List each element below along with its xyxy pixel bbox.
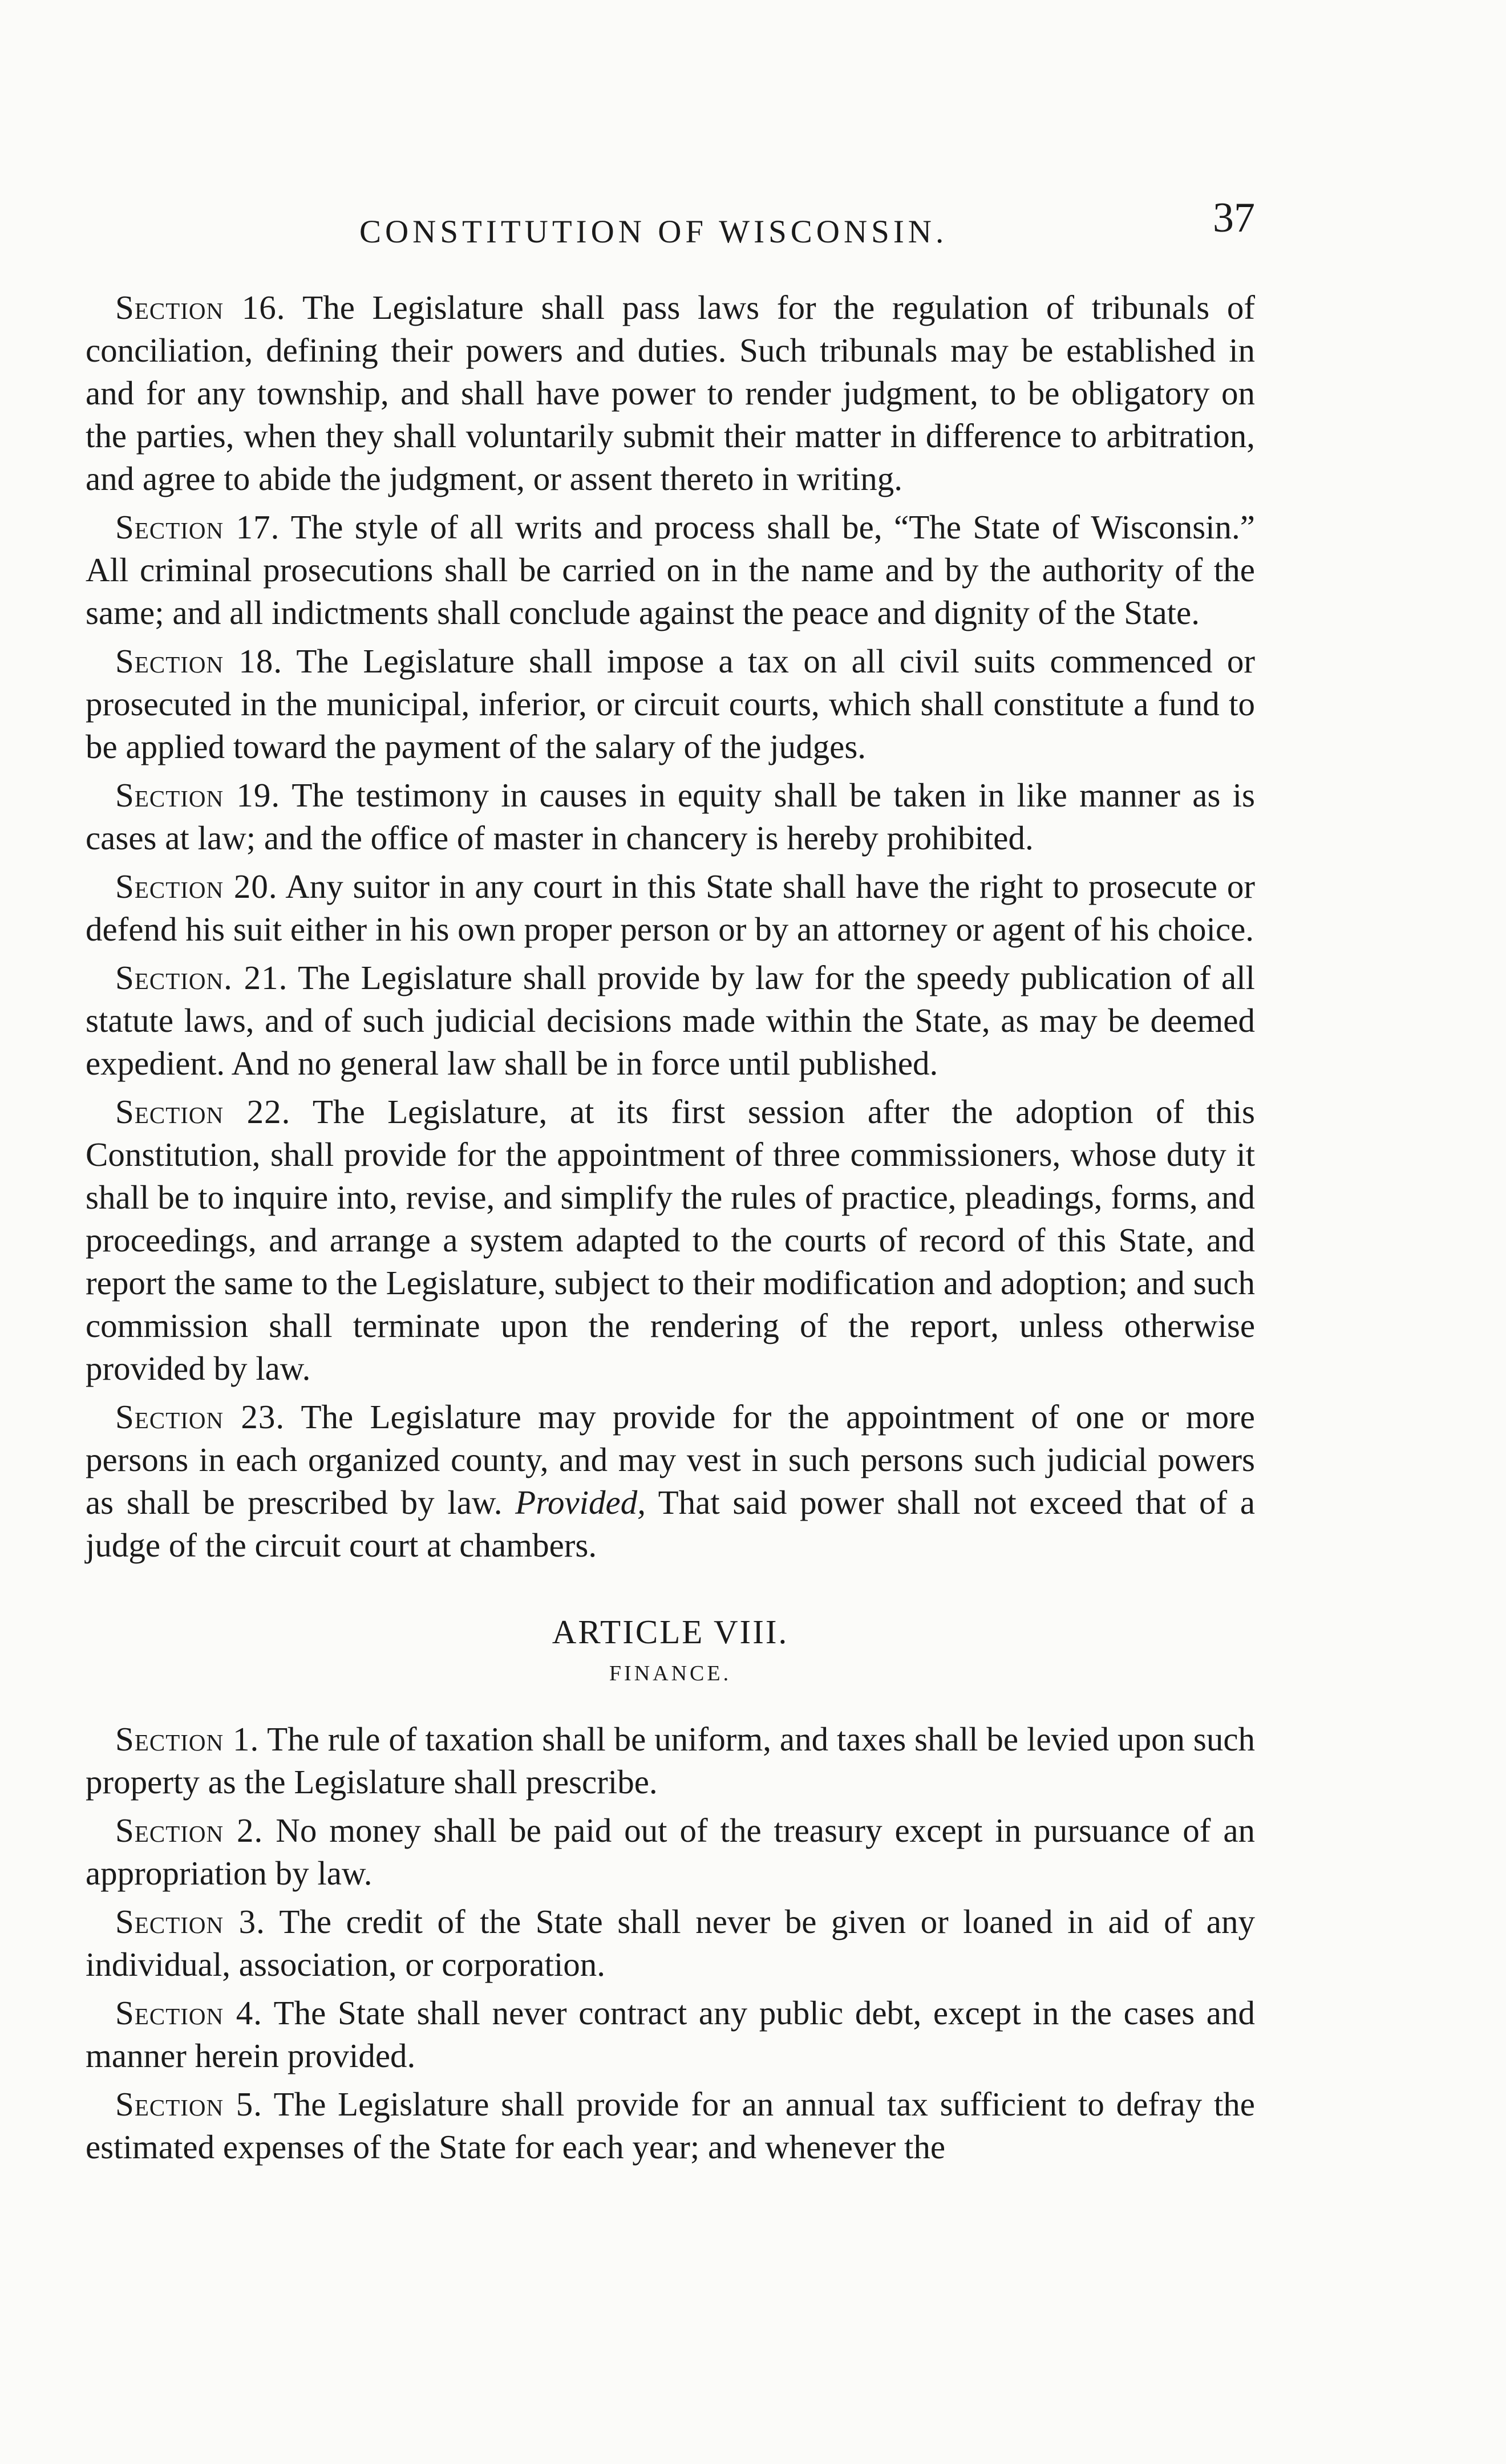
section-21: [86, 957, 1255, 1085]
section-23: [86, 1396, 1255, 1567]
section-label: Section 22.: [115, 1093, 291, 1130]
section-16: [86, 286, 1255, 500]
section-text: The credit of the State shall never be given or loaned in aid of any individual, association, or corporation.: [86, 1903, 1255, 1983]
article-8-section-2: [86, 1809, 1255, 1895]
section-20: [86, 865, 1255, 951]
section-text: No money shall be paid out of the treasury except in pursuance of an appropriation by law.: [86, 1811, 1256, 1892]
section-19: [86, 774, 1255, 860]
proviso-term: Provided,: [515, 1484, 646, 1521]
article-8-section-3: [86, 1900, 1255, 1986]
section-text: The Legislature shall impose a tax on all civil suits commenced or prosecuted in the municipal, inferior, or circuit courts, which shall constitute a fund to be applied toward the payment of the salary of the judges.: [86, 642, 1255, 765]
article-heading: ARTICLE VIII.: [552, 1613, 789, 1651]
section-22: [86, 1091, 1255, 1390]
section-label: Section. 21.: [115, 959, 288, 996]
section-label: Section 1.: [115, 1720, 260, 1758]
article-8-section-4: [86, 1992, 1255, 2077]
section-text: The Legislature shall provide by law for the speedy publication of all statute laws, and of such judicial decisions made within the State, as may be deemed expedient. And no general law shall be in force until published.: [86, 959, 1256, 1082]
page-number: 37: [1213, 194, 1255, 241]
section-text: The Legislature may provide for the appointment of one or more persons in each organized county, and may vest in such persons such judicial powers as shall be prescribed by law.: [86, 1398, 1255, 1521]
section-text: Any suitor in any court in this State shall have the right to prosecute or defend his suit either in his own proper person or by an attorney or agent of his choice.: [86, 868, 1255, 948]
section-label: Section 20.: [115, 868, 278, 905]
section-label: Section 19.: [115, 776, 281, 814]
article-8-section-5: [86, 2083, 1255, 2169]
article-subheading: FINANCE.: [609, 1661, 732, 1685]
section-17: [86, 506, 1255, 634]
article-8-section-1: [86, 1718, 1255, 1804]
section-text: The style of all writs and process shall be, “The State of Wisconsin.” All criminal prosecutions shall be carried on in the name and by the authority of the same; and all indictments shall conclude against the peace and dignity of the State.: [86, 508, 1255, 631]
section-label: Section 4.: [115, 1994, 263, 2032]
section-text: The Legislature shall provide for an annual tax sufficient to defray the estimated expenses of the State for each year; and whenever the: [86, 2085, 1255, 2166]
section-text-continued: That said power shall not exceed that of a judge of the circuit court at chambers.: [86, 1484, 1256, 1564]
section-text: The State shall never contract any public debt, except in the cases and manner herein provided.: [86, 1994, 1255, 2074]
section-18: [86, 640, 1255, 768]
section-label: Section 2.: [115, 1811, 264, 1849]
section-text: The Legislature, at its first session after the adoption of this Constitution, shall provide for the appointment of three commissioners, whose duty it shall be to inquire into, revise, and simplify the rules of practice, pleadings, forms, and proceedings, and arrange a system adapted to the courts of record of this State, and report the same to the Legislature, subject to their modification and adoption; and such commission shall terminate upon the rendering of the report, unless otherwise provided by law.: [86, 1093, 1255, 1387]
section-label: Section 17.: [115, 508, 280, 546]
section-text: The testimony in causes in equity shall be taken in like manner as is cases at law; and the office of master in chancery is hereby prohibited.: [86, 776, 1256, 857]
running-head: [86, 194, 1255, 257]
section-label: Section 23.: [115, 1398, 285, 1436]
section-label: Section 16.: [115, 289, 286, 326]
section-label: Section 5.: [115, 2085, 263, 2123]
section-label: Section 3.: [115, 1903, 265, 1940]
section-label: Section 18.: [115, 642, 283, 680]
section-text: The Legislature shall pass laws for the regulation of tribunals of conciliation, defining their powers and duties. Such tribunals may be established in and for any township, and shall have power to render judgment, to be obligatory on the parties, when they shall voluntarily submit their matter in difference to arbitration, and agree to abide the judgment, or assent thereto in writing.: [86, 289, 1255, 497]
running-title: CONSTITUTION OF WISCONSIN.: [359, 214, 948, 250]
section-text: The rule of taxation shall be uniform, and taxes shall be levied upon such property as the Legislature shall prescribe.: [86, 1720, 1256, 1801]
